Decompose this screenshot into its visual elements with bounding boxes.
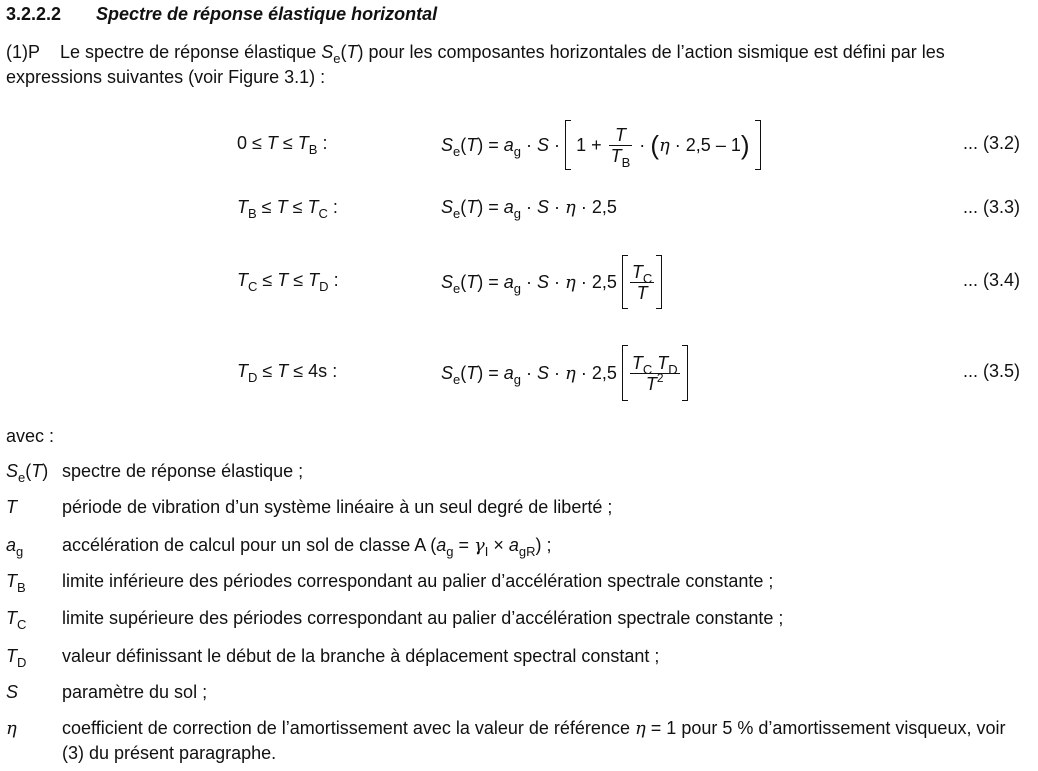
eq-3-2-formula: $S_e(T) = a_g \cdot S \cdot 1$ + $\frac{T}{T_B}$ · (η · 2,5 – 1) xyxy=(441,120,761,170)
definition-td: valeur définissant le début de la branche à déplacement spectral constant ; xyxy=(62,646,660,666)
eq-3-5-condition: $T_D \le T \le 4s$ : xyxy=(237,361,338,385)
right-bracket xyxy=(682,345,688,401)
section-title: Spectre de réponse élastique horizontal xyxy=(96,4,438,24)
symbol-eta: η xyxy=(6,718,17,739)
eq-3-3-formula: $S_e(T) = a_g \cdot S \cdot \eta \cdot 2,5$ xyxy=(441,197,617,221)
eq-number: ... (3.5) xyxy=(962,361,1020,381)
symbol-tc: $T_C$ xyxy=(6,608,27,632)
tc-over-t-fraction: $\frac{T_C}{T}$ xyxy=(631,261,653,303)
avec-label: avec : xyxy=(6,426,55,446)
definition-s: paramètre du sol ; xyxy=(62,682,208,702)
definition-se: spectre de réponse élastique ; xyxy=(62,461,304,481)
left-bracket xyxy=(622,255,628,309)
definition-tc: limite supérieure des périodes correspondant au palier d’accélération spectrale constante ; xyxy=(62,608,784,628)
symbol-se: $S_e(T)$ xyxy=(6,461,49,485)
symbol-t: T xyxy=(6,497,17,517)
eq-3-4-formula: $S_e(T) = a_g \cdot S \cdot \eta \cdot 2,5$ $\frac{T_C}{T}$ xyxy=(441,255,662,309)
section-heading xyxy=(6,4,437,25)
intro-paragraph xyxy=(6,40,1026,90)
definition-eta: coefficient de correction de l’amortissement avec la valeur de référence η = 1 pour 5 % d’amortissement visqueux, voir (3) du présent paragraphe. xyxy=(62,718,1006,763)
eq-number: ... (3.3) xyxy=(962,197,1020,217)
tctd-over-t2-fraction: $\frac{T_C T_D}{T^2}$ xyxy=(631,352,678,394)
paragraph-marker: (1)P xyxy=(6,42,41,62)
right-bracket xyxy=(656,255,662,309)
intro-text-1: Le spectre de réponse élastique xyxy=(60,42,317,62)
definition-ag: accélération de calcul pour un sol de classe A $(a_g = \gamma_I \times a_{gR})$ ; xyxy=(62,535,552,559)
definition-t: période de vibration d’un système linéaire à un seul degré de liberté ; xyxy=(62,497,613,517)
left-bracket xyxy=(622,345,628,401)
eq-3-4-condition: $T_C \le T \le T_D$ : xyxy=(237,270,339,294)
t-over-tb-fraction: $\frac{T}{T_B}$ xyxy=(610,124,631,170)
eq-3-5-formula: $S_e(T) = a_g \cdot S \cdot \eta \cdot 2,5$ $\frac{T_C T_D}{T^2}$ xyxy=(441,345,688,401)
symbol-s: S xyxy=(6,682,19,702)
symbol-ag: $a_g$ xyxy=(6,535,24,559)
intro-text-2: pour les composantes horizontales de l’action sismique est défini par les expressions suivantes (voir Figure 3.1) : xyxy=(6,42,945,87)
definition-tb: limite inférieure des périodes correspondant au palier d’accélération spectrale constante ; xyxy=(62,571,774,591)
eq-number: ... (3.4) xyxy=(962,270,1020,290)
left-bracket xyxy=(565,120,571,170)
symbol-td: $T_D$ xyxy=(6,646,27,670)
eq-number: ... (3.2) xyxy=(962,133,1020,153)
se-symbol: $S_e(T)$ xyxy=(321,42,364,66)
section-number: 3.2.2.2 xyxy=(6,4,62,24)
eq-3-3-condition: $T_B \le T \le T_C$ : xyxy=(237,197,338,221)
right-bracket xyxy=(755,120,761,170)
symbol-tb: $T_B$ xyxy=(6,571,26,595)
eq-3-2-condition: $0 \le T \le T_B$ : xyxy=(237,133,328,157)
